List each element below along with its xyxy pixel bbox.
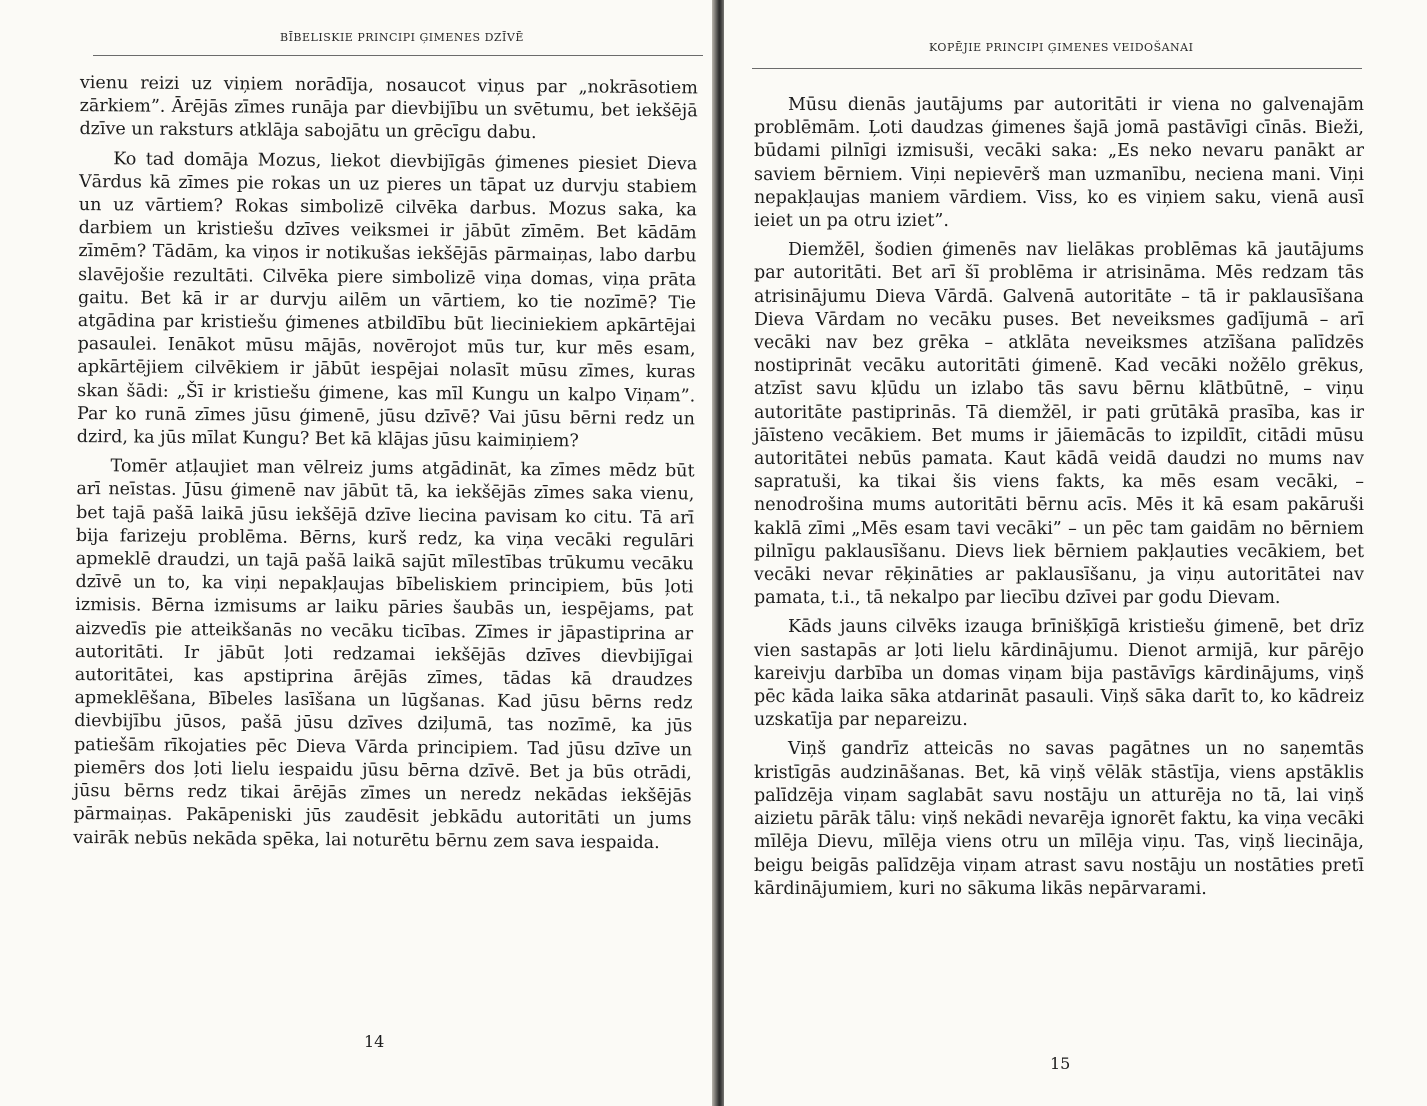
header-rule-right <box>752 68 1362 69</box>
right-page <box>724 0 1427 1106</box>
page-number-right: 15 <box>1050 1054 1071 1073</box>
paragraph: Mūsu dienās jautājums par autoritāti ir viena no galvenajām problēmām. Ļoti daudzas ģimenes šajā jomā pastāvīgi cīnās. Bieži, būdami pilnīgi izmisuši, vecāki saka: „Es neko nevaru panākt ar saviem bērniem. Viņi nepievērš man uzmanību, neciena mani. Viņi nepakļaujas maniem vārdiem. Viss, ko es viņiem saku, vienā ausī ieiet un pa otru iziet”. <box>754 95 1364 232</box>
left-page-text <box>73 72 698 861</box>
paragraph: Tomēr atļaujiet man vēlreiz jums atgādināt, ka zīmes mēdz būt arī neīstas. Jūsu ģimenē nav jābūt tā, ka iekšējās zīmes saka vienu, bet tajā pašā laikā jūsu iekšējā dzīve liecina pavisam ko citu. Tā arī bija farizeju problēma. Bērns, kurš redz, ka viņa vecāki regulāri apmeklē draudzi, un tajā pašā laikā sajūt mīlestības trūkumu vecāku dzīvē un to, ka viņi nepakļaujas bībeliskiem principiem, būs ļoti izmisis. Bērna izmisums ar laiku pāries šaubās un, iespējams, pat aizvedīs pie atteikšanās no vecāku ticības. Zīmes ir jāpastiprina ar autoritāti. Ir jābūt ļoti redzamai iekšējās dzīves dievbijīgai autoritātei, kas apstiprina ārējās zīmes, tādas kā draudzes apmeklēšana, Bībeles lasīšana un lūgšanas. Kad jūsu bērns redz dievbijību jūsos, pašā jūsu dzīves dziļumā, tas nozīmē, ka jūs patiešām rīkojaties pēc Dieva Vārda principiem. Tad jūsu dzīve un piemērs dos ļoti lielu iespaidu jūsu bērna dzīvē. Bet ja būs otrādi, jūsu bērns redz tikai ārējās zīmes un neredz nekādas iekšējās pārmaiņas. Pakāpeniski jūs zaudēsit jebkādu autoritāti un jums vairāk nebūs nekāda spēka, lai noturētu bērnu zem sava iespaida. <box>73 456 695 853</box>
running-header-left: BĪBELISKIE PRINCIPI ĢIMENES DZĪVĒ <box>280 31 524 44</box>
paragraph: Diemžēl, šodien ģimenēs nav lielākas problēmas kā jautājums par autoritāti. Bet arī šī problēma ir atrisināma. Mēs redzam tās atrisinājumu Dieva Vārdā. Galvenā autoritāte – tā ir paklausīšana Dieva Vārdam no vecāku puses. Bet neveiksmes gadījumā – arī vecāki nav bez grēka – atklāta neveiksmes atzīšana palīdzēs nostiprināt vecāku autoritāti ģimenē. Kad vecāki nožēlo grēkus, atzīst savu kļūdu un izlabo tās savu bērnu klātbūtnē, – viņu autoritāte pastiprinās. Tā diemžēl, ir pati grūtākā prasība, kas ir jāīsteno vecākiem. Bet mums ir jāiemācās to izpildīt, citādi mūsu autoritātei nebūs pamata. Kaut kādā veidā daudzi no mums nav sapratuši, ka tikai šis viens fakts, ka mēs esam vecāki, – nenodrošina mums autoritāti bērnu acīs. Mēs it kā esam pakāruši kaklā zīmi „Mēs esam tavi vecāki” – un pēc tam gaidām no bērniem pilnīgu paklausīšanu. Dievs liek bērniem pakļauties vecākiem, bet vecāki nevar rēķināties ar paklausīšanu, ja viņu autoritātei nav pamata, t.i., tā nekalpo par liecību dzīvei par godu Dievam. <box>754 240 1364 609</box>
paragraph: vienu reizi uz viņiem norādīja, nosaucot viņus par „nokrāsotiem zārkiem”. Ārējās zīmes runāja par dievbijību un svētumu, bet iekšējā dzīve un raksturs atklāja sabojātu un grēcīgu dabu. <box>79 72 698 144</box>
paragraph: Viņš gandrīz atteicās no savas pagātnes un no saņemtās kristīgās audzināšanas. Bet, kā viņš vēlāk stāstīja, viens apstāklis palīdzēja viņam saglabāt savu nostāju un atturēja no tā, lai viņš aizietu pārāk tālu: viņš nekādi nevarēja ignorēt faktu, ka viņa vecāki mīlēja Dievu, mīlēja viens otru un mīlēja viņu. Tas, viņš liecināja, beigu beigās palīdzēja viņam atrast savu nostāju un nostāties pretī kārdinājumiem, kuri no sākuma likās nepārvarami. <box>754 739 1364 899</box>
running-header-right: KOPĒJIE PRINCIPI ĢIMENES VEIDOŠANAI <box>929 41 1194 54</box>
page-number-left: 14 <box>364 1032 385 1051</box>
header-rule-left <box>93 55 703 56</box>
paragraph: Ko tad domāja Mozus, liekot dievbijīgās ģimenes piesiet Dieva Vārdus kā zīmes pie rokas un uz pieres un tāpat uz durvju stabiem un uz vārtiem? Rokas simbolizē cilvēka darbus. Mozus saka, ka darbiem un kristiešu dzīves veiksmei ir jābūt zīmēm. Bet kādām zīmēm? Tādām, ka viņos ir notikušas iekšējās pārmaiņas, labo darbu slavējošie rezultāti. Cilvēka piere simbolizē viņa domas, viņa prāta gaitu. Bet kā ir ar durvju ailēm un vārtiem, ko tie nozīmē? Tie atgādina par kristiešu ģimenes atbildību būt lieciniekiem apkārtējai pasaulei. Ienākot mūsu mājās, novērojot mūs tur, kur mēs esam, apkārtējiem cilvēkiem ir jābūt iespējai nolasīt mūsu zīmes, kuras skan šādi: „Šī ir kristiešu ģimene, kas mīl Kungu un kalpo Viņam”. Par ko runā zīmes jūsu ģimenē, jūsu dzīvē? Vai jūsu bērni redz un dzird, ka jūs mīlat Kungu? Bet kā klājas jūsu kaimiņiem? <box>76 148 698 452</box>
right-page-text <box>754 94 1364 907</box>
paragraph: Kāds jauns cilvēks izauga brīnišķīgā kristiešu ģimenē, bet drīz vien sastapās ar ļoti lielu kārdinājumu. Dienot armijā, kur pārējo kareivju darbība un domas viņam bija pastāvīgs kārdinājums, viņš pēc kāda laika sāka atdarināt pasauli. Viņš sāka darīt to, ko kādreiz uzskatīja par nepareizu. <box>754 617 1364 731</box>
